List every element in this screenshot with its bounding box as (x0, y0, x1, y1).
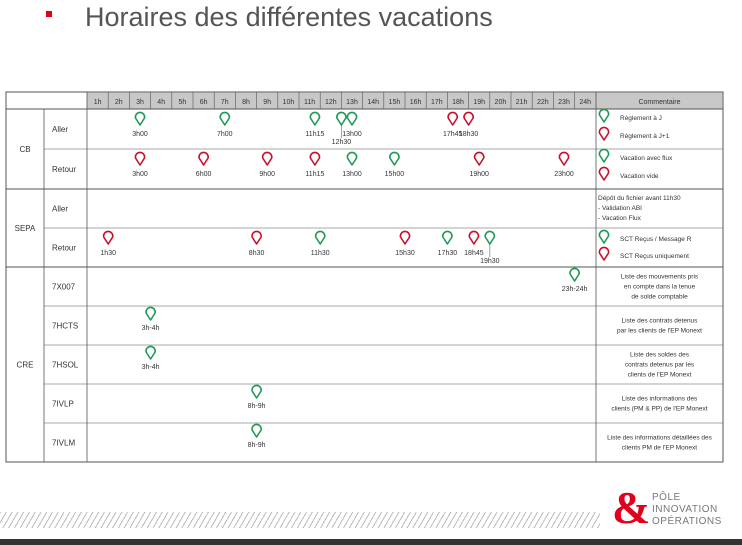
legend-pin-0 (599, 109, 608, 122)
marker-label-17h45: 17h45 (442, 131, 463, 138)
row-label-8: 7IVLM (52, 438, 76, 448)
marker-pin-18h45 (469, 231, 478, 244)
marker-pin-23h-24h (570, 268, 579, 281)
marker-pin-15h00 (390, 152, 399, 165)
cre-comment-4-1: clients PM de l'EP Monext (621, 444, 698, 452)
marker-label-11h30: 11h30 (310, 250, 330, 257)
cre-comment-3-0: Liste des informations des (621, 395, 698, 403)
ampersand-logo-icon: & (612, 482, 651, 533)
marker-label-11h15: 11h15 (305, 131, 325, 138)
logo-line-2: INNOVATION (652, 504, 718, 515)
marker-pin-7h00 (220, 112, 229, 125)
hour-label-24h: 24h (579, 99, 592, 106)
hour-label-9h: 9h (263, 99, 272, 106)
marker-pin-9h00 (263, 152, 272, 165)
hour-label-2h: 2h (114, 99, 123, 106)
cre-comment-1-1: par les clients de l'EP Monext (617, 327, 702, 335)
sepa-aller-note-0: Dépôt du fichier avant 11h30 (598, 195, 681, 202)
cre-comment-0-0: Liste des mouvements pris (620, 273, 699, 281)
sepa-aller-note-1: - Validation ABI (598, 205, 642, 212)
sepa-aller-note-2: - Vacation Flux (598, 215, 641, 222)
legend-pin-1 (599, 127, 608, 140)
page-title: Horaires des différentes vacations (85, 2, 493, 32)
marker-label-19h30: 19h30 (480, 258, 500, 265)
marker-label-19h00: 19h00 (469, 171, 489, 178)
marker-pin-3h00 (135, 112, 144, 125)
hour-label-13h: 13h (346, 99, 358, 106)
hour-label-17h: 17h (430, 99, 443, 106)
marker-pin-18h30 (464, 112, 473, 125)
marker-pin-8h-9h (252, 385, 261, 398)
hour-label-23h: 23h (558, 99, 570, 106)
legend-pin-3 (599, 167, 608, 180)
row-label-5: 7HCTS (52, 321, 79, 331)
marker-pin-11h15 (310, 152, 319, 165)
marker-label-3h-4h: 3h-4h (141, 325, 160, 332)
sepa-legend-text-1: SCT Reçus uniquement (620, 253, 689, 260)
marker-label-3h00: 3h00 (132, 131, 148, 138)
hour-label-18h: 18h (452, 99, 464, 106)
row-label-2: Aller (52, 204, 69, 214)
hour-label-12h: 12h (324, 99, 337, 106)
cre-comment-2-1: contrats detenus par les (624, 361, 695, 369)
marker-pin-8h30 (252, 231, 261, 244)
hour-label-11h: 11h (304, 99, 316, 106)
hour-label-5h: 5h (178, 99, 187, 106)
marker-pin-3h-4h (146, 307, 155, 320)
marker-label-6h00: 6h00 (195, 171, 212, 178)
hour-label-7h: 7h (220, 99, 229, 106)
hour-label-1h: 1h (93, 99, 102, 106)
marker-label-3h00: 3h00 (132, 171, 148, 178)
comment-header: Commentaire (638, 99, 681, 106)
marker-pin-3h-4h (146, 346, 155, 359)
marker-pin-6h00 (199, 152, 208, 165)
marker-pin-17h45 (448, 112, 457, 125)
sepa-legend-pin-0 (599, 230, 608, 243)
hour-label-14h: 14h (367, 99, 380, 106)
cre-comment-3-1: clients (PM & PP) de l'EP Monext (611, 405, 708, 413)
group-label-cb: CB (19, 145, 31, 154)
marker-label-3h-4h: 3h-4h (141, 364, 160, 371)
cb-legend-text-3: Vacation vide (620, 173, 659, 180)
footer-stripes (0, 512, 600, 528)
marker-pin-11h15 (310, 112, 319, 125)
row-label-4: 7X007 (52, 282, 76, 292)
marker-label-11h15: 11h15 (305, 171, 325, 178)
row-label-0: Aller (52, 125, 69, 134)
marker-label-15h30: 15h30 (395, 250, 415, 257)
row-label-3: Retour (52, 243, 77, 253)
cre-comment-2-0: Liste des soldes des (630, 351, 689, 359)
marker-pin-12h30 (337, 112, 346, 125)
pole-innovation-logo (612, 482, 732, 536)
hour-label-22h: 22h (536, 99, 549, 106)
marker-pin-17h30 (443, 231, 452, 244)
marker-pin-1h30 (104, 231, 113, 244)
cre-comment-4-0: Liste des informations détaillées des (607, 434, 712, 442)
marker-pin-23h00 (559, 152, 568, 165)
marker-pin-8h-9h (252, 424, 261, 437)
cre-comment-1-0: Liste des contrats detenus (621, 317, 698, 325)
marker-pin-13h00 (347, 112, 356, 125)
sepa-legend-pin-1 (599, 247, 608, 260)
logo-line-1: PÔLE (652, 492, 681, 503)
marker-label-8h30: 8h30 (248, 250, 265, 257)
cb-legend-text-1: Règlement à J+1 (620, 133, 670, 140)
cb-legend-text-0: Règlement à J (620, 115, 662, 122)
marker-pin-3h00 (135, 152, 144, 165)
footer-bar (0, 539, 742, 545)
marker-label-8h-9h: 8h-9h (247, 442, 266, 449)
marker-label-13h00: 13h00 (342, 131, 362, 138)
hour-label-3h: 3h (136, 99, 144, 106)
marker-label-1h30: 1h30 (100, 250, 116, 257)
hour-label-21h: 21h (515, 99, 528, 106)
marker-label-17h30: 17h30 (437, 250, 458, 257)
cre-comment-0-1: en compte dans la tenue (623, 283, 696, 291)
row-label-7: 7IVLP (52, 399, 74, 409)
marker-pin-19h30 (485, 231, 494, 244)
marker-label-15h00: 15h00 (384, 171, 405, 178)
hour-label-16h: 16h (409, 99, 422, 106)
marker-label-8h-9h: 8h-9h (247, 403, 266, 410)
hour-label-19h: 19h (473, 99, 486, 106)
marker-label-13h00: 13h00 (342, 171, 362, 178)
group-label-cre: CRE (16, 360, 34, 370)
marker-label-18h30: 18h30 (458, 131, 479, 138)
hour-label-15h: 15h (388, 99, 401, 106)
marker-label-23h-24h: 23h-24h (561, 286, 588, 293)
hour-label-10h: 10h (282, 99, 295, 106)
sepa-legend-text-0: SCT Reçus / Message R (620, 236, 692, 243)
marker-label-9h00: 9h00 (259, 171, 275, 178)
hour-label-6h: 6h (199, 99, 208, 106)
legend-pin-2 (599, 149, 608, 162)
marker-pin-13h00 (347, 152, 356, 165)
cb-legend-text-2: Vacation avec flux (620, 155, 673, 162)
hour-label-20h: 20h (494, 99, 507, 106)
marker-label-7h00: 7h00 (217, 131, 233, 138)
hour-label-4h: 4h (157, 99, 166, 106)
row-label-1: Retour (52, 165, 77, 174)
marker-pin-19h00 (475, 152, 484, 165)
cre-comment-2-2: clients de l'EP Monext (627, 371, 692, 379)
marker-pin-15h30 (400, 231, 409, 244)
marker-label-18h45: 18h45 (464, 250, 484, 257)
group-label-sepa: SEPA (14, 224, 36, 233)
hour-label-8h: 8h (242, 99, 250, 106)
row-label-6: 7HSOL (52, 360, 79, 370)
cre-comment-0-2: de solde comptable (631, 293, 688, 301)
logo-line-3: OPÉRATIONS (652, 516, 722, 527)
marker-pin-11h30 (316, 231, 325, 244)
marker-label-23h00: 23h00 (554, 171, 574, 178)
marker-label-12h30: 12h30 (331, 139, 352, 146)
